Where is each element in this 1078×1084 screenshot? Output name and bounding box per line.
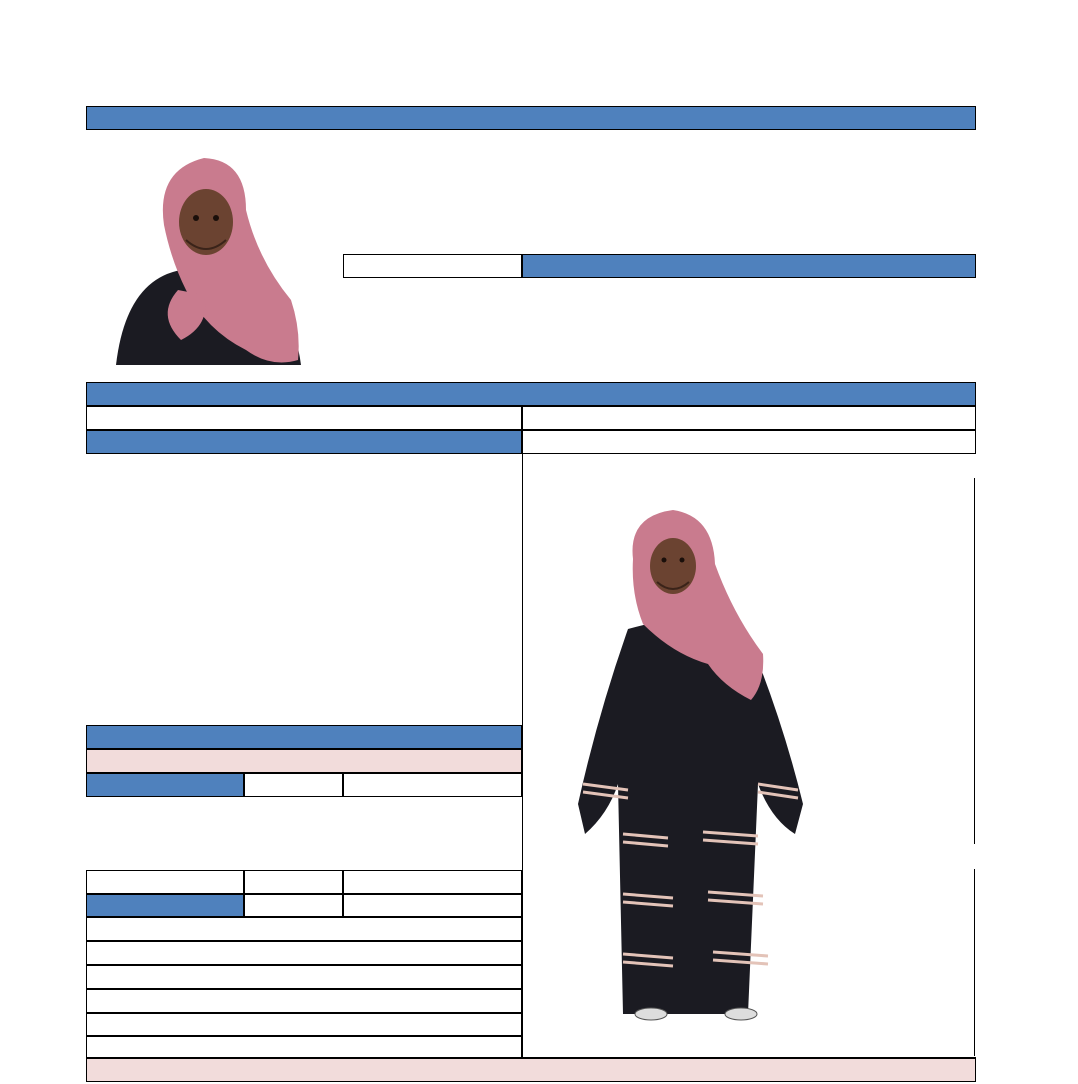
english-column-header xyxy=(244,773,343,797)
bottom-band xyxy=(86,1058,976,1082)
willing-babysit-value xyxy=(343,894,522,917)
passport-header xyxy=(343,254,522,278)
experience-entry xyxy=(86,965,522,989)
language-spacer-band xyxy=(86,749,522,773)
middle-band xyxy=(86,382,976,406)
full-body-photo xyxy=(522,454,976,1058)
willing-babysit xyxy=(343,870,522,894)
arabic-column-header xyxy=(343,773,522,797)
passport-header-band xyxy=(522,254,976,278)
portrait-photo xyxy=(86,130,343,382)
applicant-band xyxy=(86,430,522,454)
experience-blank-row xyxy=(86,1013,522,1036)
experience-blank-row xyxy=(86,989,522,1013)
applicant-header xyxy=(86,406,522,430)
ex-abroad-label xyxy=(86,941,522,965)
willing-cook-value xyxy=(244,894,343,917)
top-band xyxy=(86,106,976,130)
experience-blank-row xyxy=(86,1036,522,1058)
willing-cook xyxy=(244,870,343,894)
willing-blue-cell xyxy=(86,894,244,917)
applicant-footer-band xyxy=(86,725,522,749)
language-corner xyxy=(86,773,244,797)
status-value xyxy=(522,430,976,454)
status-header xyxy=(522,406,976,430)
willing-label xyxy=(86,870,244,894)
experience-header xyxy=(86,917,522,941)
